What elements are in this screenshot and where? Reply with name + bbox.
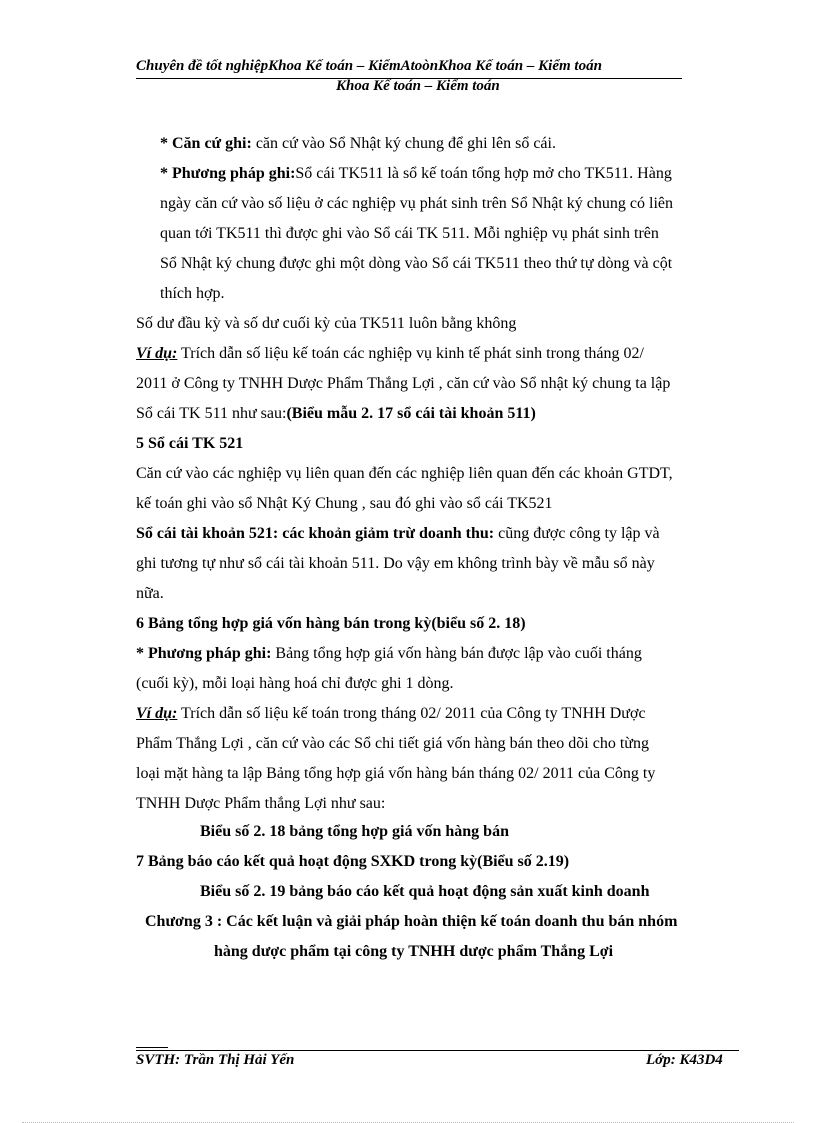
header-rule [136,78,682,79]
text-line [136,404,536,424]
text-line: quan tới TK511 thì được ghi vào Sổ cái TK 511. Mỗi nghiệp vụ phát sinh trên [160,225,659,242]
text-line: cũng được công ty lập và [494,525,660,542]
label-can-cu-ghi: * Căn cứ ghi: [160,135,252,152]
text-line: ghi tương tự như sổ cái tài khoản 511. Do vậy em không trình bày về mẫu sổ này [136,555,655,572]
text-line: Số dư đầu kỳ và số dư cuối kỳ của TK511 luôn bằng không [136,315,517,332]
paragraph-phuong-phap-ghi [160,164,672,184]
text-line: Sổ Nhật ký chung được ghi một dòng vào Sổ cái TK511 theo thứ tự dòng và cột [160,255,673,272]
label-phuong-phap-ghi: * Phương pháp ghi: [160,165,296,182]
header-line-2: Khoa Kế toán – Kiểm toán [336,78,500,94]
label-so-cai-521: Sổ cái tài khoản 521: các khoản giảm trừ doanh thu: [136,525,495,542]
section-heading-7: 7 Bảng báo cáo kết quả hoạt động SXKD trong kỳ(Biểu số 2.19) [136,853,570,870]
footer-rule-short [136,1047,168,1048]
header-line-1: Chuyên đề tốt nghiệpKhoa Kế toán – KiểmAtoònKhoa Kế toán – Kiểm toán [136,58,602,74]
text-span: Sổ cái TK 511 như sau: [136,405,287,422]
text-line: ngày căn cứ vào số liệu ở các nghiệp vụ phát sinh trên Sổ Nhật ký chung có liên [160,195,673,212]
table-caption-2-18: Biểu số 2. 18 bảng tổng hợp giá vốn hàng bán [200,823,509,840]
text-line: Trích dẫn số liệu kế toán trong tháng 02/ 2011 của Công ty TNHH Dược [177,705,646,722]
text-line: (cuối kỳ), mỗi loại hàng hoá chỉ được ghi 1 dòng. [136,675,454,692]
footer-rule [136,1050,739,1051]
text-line: 2011 ở Công ty TNHH Dược Phẩm Thắng Lợi , căn cứ vào Sổ nhật ký chung ta lập [136,375,671,392]
chapter-3-title-line-1: Chương 3 : Các kết luận và giải pháp hoàn thiện kế toán doanh thu bán nhóm [145,913,678,930]
section-heading-6: 6 Bảng tổng hợp giá vốn hàng bán trong kỳ(biểu số 2. 18) [136,615,526,632]
form-reference: (Biểu mẫu 2. 17 sổ cái tài khoản 511) [286,405,536,422]
text-line: Trích dẫn số liệu kế toán các nghiệp vụ kinh tế phát sinh trong tháng 02/ [177,345,644,362]
text-line: nữa. [136,585,164,602]
text-line: Bảng tổng hợp giá vốn hàng bán được lập vào cuối tháng [271,645,642,662]
label-phuong-phap-ghi: * Phương pháp ghi: [136,645,272,662]
text-line: thích hợp. [160,285,225,302]
footer-student: SVTH: Trần Thị Hải Yến [136,1052,295,1068]
text-can-cu-ghi: căn cứ vào Sổ Nhật ký chung để ghi lên sổ cái. [251,135,556,152]
text-line: kế toán ghi vào sổ Nhật Ký Chung , sau đó ghi vào sổ cái TK521 [136,495,553,512]
label-vi-du: Ví dụ: [136,705,178,722]
paragraph-phuong-phap-ghi-2 [136,644,642,664]
text-line: Căn cứ vào các nghiệp vụ liên quan đến các nghiệp liên quan đến các khoản GTDT, [136,465,673,482]
example-2 [136,704,646,724]
paragraph-so-cai-521 [136,524,660,544]
footer-class: Lớp: K43D4 [646,1052,723,1068]
text-line: Phẩm Thắng Lợi , căn cứ vào các Sổ chi tiết giá vốn hàng bán theo dõi cho từng [136,735,649,752]
text-line: Sổ cái TK511 là sổ kế toán tổng hợp mở cho TK511. Hàng [295,165,672,182]
label-vi-du: Ví dụ: [136,345,178,362]
table-caption-2-19: Biểu số 2. 19 bảng báo cáo kết quả hoạt động sản xuất kinh doanh [200,883,650,900]
section-heading-5: 5 Sổ cái TK 521 [136,435,244,452]
paragraph-can-cu-ghi [160,134,556,154]
text-line: loại mặt hàng ta lập Bảng tổng hợp giá vốn hàng bán tháng 02/ 2011 của Công ty [136,765,656,782]
text-line: TNHH Dược Phẩm thắng Lợi như sau: [136,795,386,812]
chapter-3-title-line-2: hàng dược phẩm tại công ty TNHH dược phẩm Thắng Lợi [214,943,614,960]
example-1 [136,344,644,364]
